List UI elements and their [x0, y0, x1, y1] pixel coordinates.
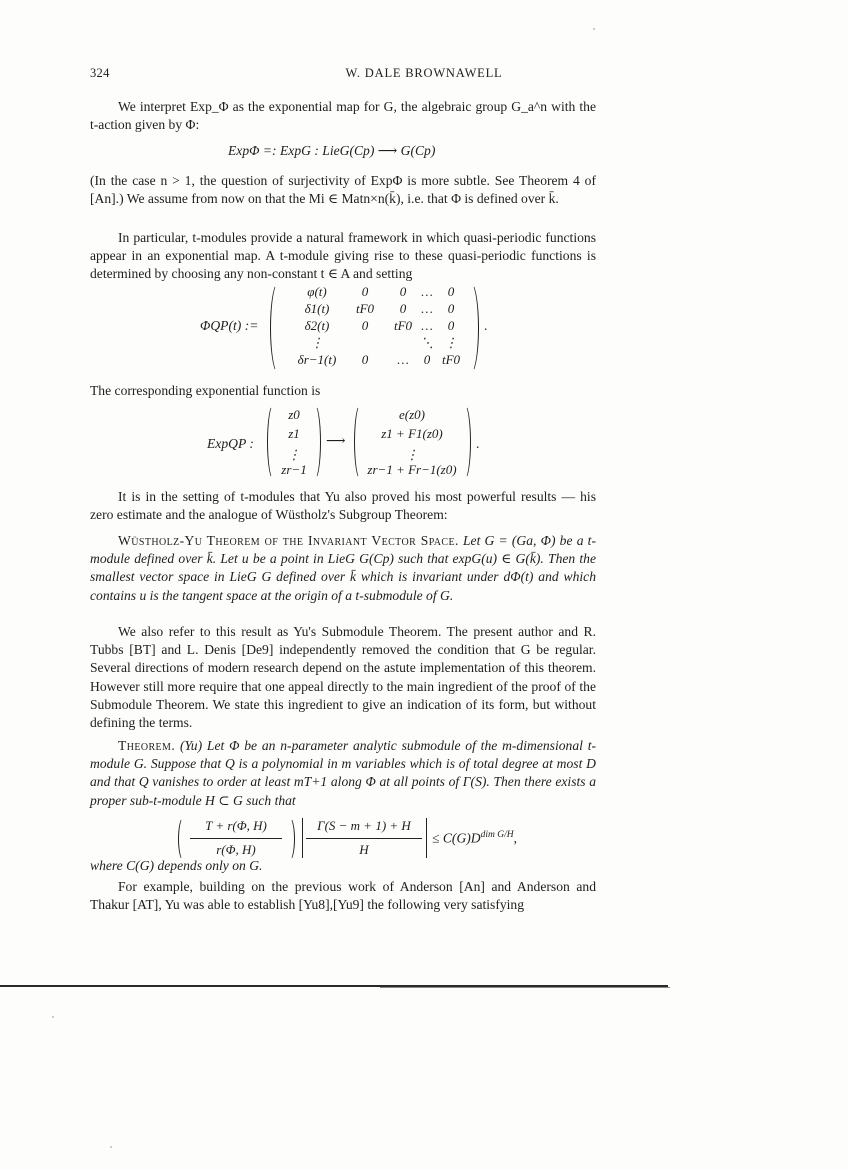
matrix-cell-r4-c4: tF0 [441, 352, 461, 367]
paragraph-submodule: We also refer to this result as Yu's Submodule Theorem. The present author and R. Tubbs [BT] and L. Denis [De9] independently removed the condition that G be regular. Several directions of modern research depend on the astute implementation of this theorem. However still more require that one appeal directly to the main ingredient of the proof of the Submodule Theorem. We state this ingredient to give an indication of its form, but without defining the terms. [90, 624, 596, 731]
matrix-cell-r2-c4: 0 [447, 318, 455, 333]
theorem-wustholz-yu [90, 532, 596, 605]
exp-right-entry: z1 + F1(z0) [381, 426, 443, 441]
exp-left-entry: z0 [288, 407, 300, 422]
ineq-rhs-text: ≤ C(G)D [432, 830, 481, 846]
exp-arrow: ⟶ [326, 433, 346, 448]
matrix-cell-r1-c2: 0 [399, 301, 407, 316]
right-paren [462, 282, 479, 374]
matrix-cell-r4-c0: δr−1(t) [297, 352, 337, 367]
running-head: W. DALE BROWNAWELL [345, 66, 503, 80]
scan-speck [110, 1146, 112, 1148]
paragraph-exp-map [90, 98, 596, 134]
matrix-cell-r3-c3: ⋱ [420, 335, 434, 350]
matrix-cell-r2-c2: tF0 [393, 318, 413, 333]
ineq-abs-bottom: H [359, 842, 369, 857]
matrix-cell-r4-c2: … [397, 352, 409, 367]
ineq-trailing-comma: , [513, 830, 518, 846]
theorem-2-body: (Yu) Let Φ be an n-parameter analytic submodule of the m-dimensional t-module G. Suppose that Q is a polynomial in m variables which is of total degree at most D and that Q vanishes to order at least mT+1 along Φ at all points of Γ(S). Then there exists a proper sub-t-module H ⊂ G such that [90, 738, 596, 808]
matrix-cell-r0-c4: 0 [447, 284, 455, 299]
ineq-left-paren [178, 817, 189, 861]
exp-left-entry: z1 [288, 426, 300, 441]
exp-right-entry: e(z0) [399, 407, 425, 422]
matrix-lhs: ΦQP(t) := [200, 318, 259, 333]
matrix-cell-r1-c0: δ1(t) [304, 301, 330, 316]
matrix-cell-r3-c4: ⋮ [444, 335, 458, 350]
paragraph-quasi-periodic: In particular, t-modules provide a natural framework in which quasi-periodic functions appear in an exponential map. A t-module giving rise to these quasi-periodic functions is determined by choosing any non-constant t ∈ A and setting [90, 230, 596, 282]
theorem-1-body: Let G = (Ga, Φ) be a t-module defined over k̄. Let u be a point in LieG G(Cp) such that expG(u) ∈ G(k̄). Then the smallest vector space in LieG G defined over k̄ which is invariant under dΦ(t) and which contains u is the tangent space at the origin of a t-submodule of G. [90, 533, 596, 603]
paragraph-yu-results: It is in the setting of t-modules that Yu also proved his most powerful results — his zero estimate and the analogue of Wüstholz's Subgroup Theorem: [90, 489, 596, 523]
page-number: 324 [90, 66, 110, 80]
matrix-cell-r4-c3: 0 [423, 352, 431, 367]
matrix-cell-r0-c3: … [421, 284, 433, 299]
abs-bar-left [302, 818, 303, 858]
paragraph-surjectivity: (In the case n > 1, the question of surjectivity of ExpΦ is more subtle. See Theorem 4 of [An].) We assume from now on that the Mi ∈ Matn×n(k̄), i.e. that Φ is defined over k̄. [90, 173, 596, 207]
scan-edge-line-faint [380, 987, 670, 988]
scan-speck [52, 1016, 54, 1018]
theorem-1-title: Wüstholz-Yu Theorem of the Invariant Vector Space. [118, 533, 459, 548]
matrix-cell-r2-c3: … [421, 318, 433, 333]
matrix-cell-r1-c3: … [421, 301, 433, 316]
ineq-abs-top: Γ(S − m + 1) + H [317, 818, 411, 833]
exp-right-paren-a [308, 404, 321, 480]
matrix-cell-r0-c0: φ(t) [307, 284, 327, 299]
matrix-cell-r0-c2: 0 [399, 284, 407, 299]
ineq-frac-line-1 [190, 838, 282, 839]
exp-left-entry: ⋮ [287, 447, 301, 462]
equation-exp-phi: ExpΦ =: ExpG : LieG(Cp) ⟶ G(Cp) [228, 143, 436, 158]
matrix-cell-r4-c1: 0 [361, 352, 369, 367]
left-paren [270, 282, 287, 374]
matrix-cell-r2-c0: δ2(t) [304, 318, 330, 333]
paragraph-exp-function: The corresponding exponential function is [90, 383, 321, 398]
matrix-cell-r2-c1: 0 [361, 318, 369, 333]
ineq-frac-bottom: r(Φ, H) [216, 842, 256, 857]
paragraph-anderson: For example, building on the previous work of Anderson [An] and Anderson and Thakur [AT], Yu was able to establish [Yu8],[Yu9] the following very satisfying [90, 879, 596, 913]
ineq-exponent: dim G/H [480, 830, 514, 840]
matrix-cell-r3-c0: ⋮ [310, 335, 324, 350]
paragraph-1-text: We interpret Exp_Φ as the exponential map for G, the algebraic group G_a^n with the t-action given by Φ: [90, 99, 596, 133]
matrix-cell-r1-c4: 0 [447, 301, 455, 316]
ineq-frac-top: T + r(Φ, H) [205, 818, 267, 833]
theorem-yu [90, 737, 596, 810]
exp-trailing-period: . [476, 436, 480, 451]
exp-left-entry: zr−1 [281, 462, 307, 477]
matrix-trailing-period: . [484, 318, 488, 333]
matrix-cell-r0-c1: 0 [361, 284, 369, 299]
theorem-2-title: Theorem. [118, 738, 176, 753]
paragraph-cg: where C(G) depends only on G. [90, 858, 263, 873]
exp-right-entry: zr−1 + Fr−1(z0) [367, 462, 457, 477]
abs-bar-right [426, 818, 427, 858]
ineq-frac-line-2 [306, 838, 422, 839]
exp-qp-lhs: ExpQP : [207, 436, 254, 451]
exp-right-entry: ⋮ [405, 447, 419, 462]
scan-speck [593, 28, 595, 30]
ineq-rhs [432, 830, 517, 847]
matrix-cell-r1-c1: tF0 [355, 301, 375, 316]
ineq-right-paren [284, 817, 295, 861]
